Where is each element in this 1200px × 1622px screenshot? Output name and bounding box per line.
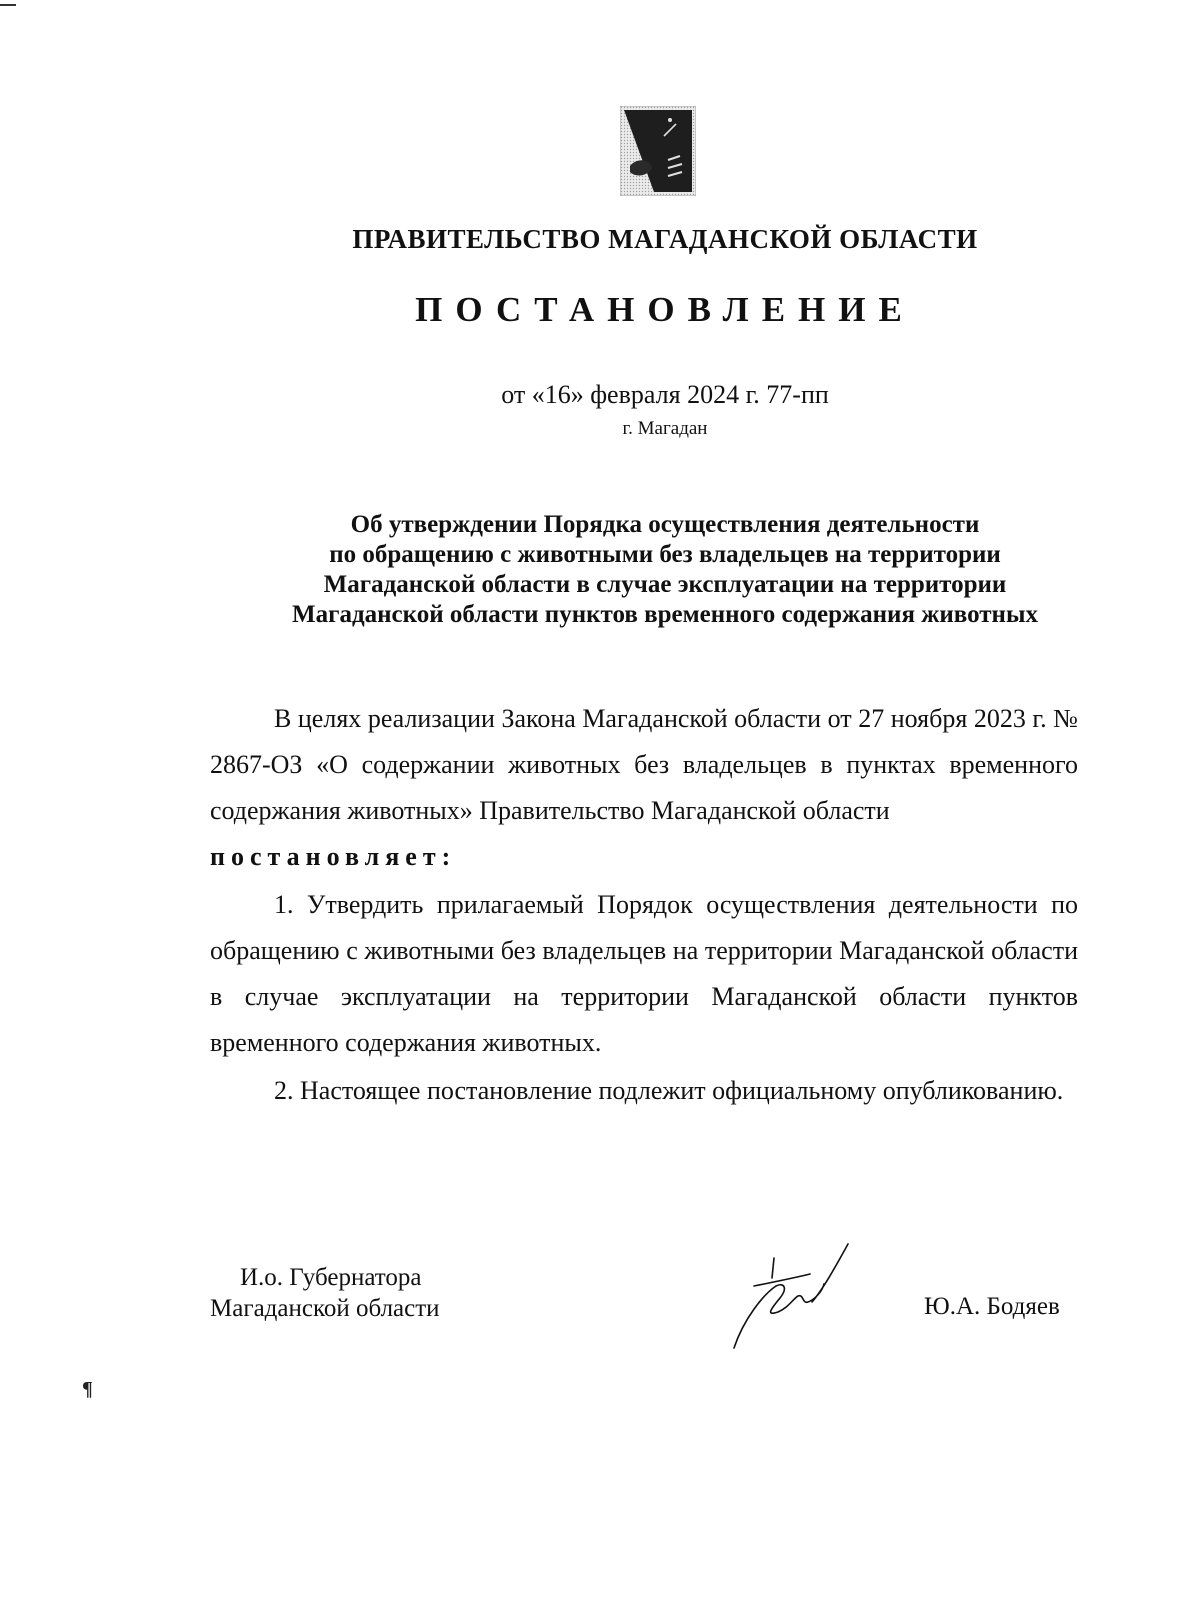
document-body	[210, 696, 1078, 1114]
resolves-colon: :	[441, 842, 451, 871]
preamble-paragraph	[210, 696, 1078, 834]
date-and-number: от «16» февраля 2024 г. 77-пп	[501, 380, 829, 409]
handwritten-signature	[714, 1238, 864, 1358]
signatory-role-line-1: И.о. Губернатора	[240, 1264, 422, 1291]
subject-line: по обращению с животными без владельцев на территории	[329, 541, 1001, 568]
document-subject	[200, 510, 1130, 630]
signature-block	[210, 1262, 440, 1324]
resolves-line	[210, 834, 1078, 880]
resolution-item-2: 2. Настоящее постановление подлежит официальному опубликованию.	[274, 1076, 1064, 1105]
document-type-heading: ПОСТАНОВЛЕНИЕ	[415, 290, 915, 329]
signatory-name: Ю.А. Бодяев	[924, 1293, 1060, 1320]
margin-mark: ¶	[82, 1378, 93, 1400]
signatory-role-line-2: Магаданской области	[210, 1295, 440, 1322]
resolves-word: постановляет	[210, 842, 442, 871]
subject-line: Магаданской области пунктов временного содержания животных	[292, 601, 1038, 628]
resolution-item-1: 1. Утвердить прилагаемый Порядок осуществления деятельности по обращению с животными без владельцев на территории Магаданской области в случае эксплуатации на территории Магаданской области пунктов временного содержания животных.	[210, 890, 1078, 1057]
subject-line: Магаданской области в случае эксплуатации на территории	[323, 571, 1007, 598]
preamble-text: В целях реализации Закона Магаданской области от 27 ноября 2023 г. № 2867-ОЗ «О содержании животных без владельцев в пунктах временного содержания животных» Правительство Магаданской области	[210, 704, 1078, 825]
government-title: ПРАВИТЕЛЬСТВО МАГАДАНСКОЙ ОБЛАСТИ	[352, 224, 978, 254]
subject-line: Об утверждении Порядка осуществления деятельности	[350, 511, 980, 538]
city-line: г. Магадан	[622, 418, 708, 439]
scan-corner-mark	[0, 4, 16, 6]
coat-of-arms-icon	[620, 106, 696, 196]
